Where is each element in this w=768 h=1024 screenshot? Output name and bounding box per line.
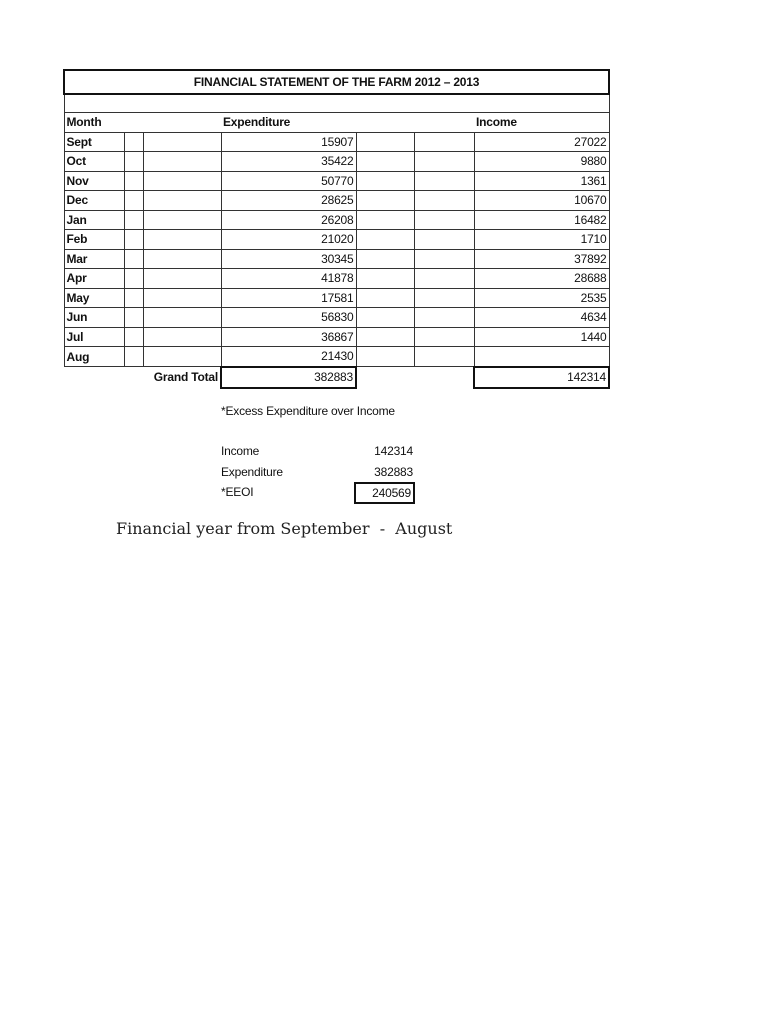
month-cell: Mar (64, 249, 124, 269)
month-cell: Sept (64, 132, 124, 152)
financial-statement-table (63, 69, 610, 389)
empty-cell (124, 132, 143, 152)
empty-cell (143, 327, 221, 347)
empty-cell (143, 210, 221, 230)
expenditure-cell: 28625 (221, 191, 356, 211)
expenditure-cell: 50770 (221, 171, 356, 191)
empty-cell (414, 347, 474, 367)
summary-eeoi-value: 240569 (354, 482, 415, 504)
empty-cell (414, 249, 474, 269)
empty-cell (414, 132, 474, 152)
table-row (64, 132, 609, 152)
empty-cell (356, 249, 414, 269)
month-header: Month (64, 113, 221, 133)
empty-cell (64, 367, 124, 388)
empty-cell (414, 152, 474, 172)
summary-income-label: Income (221, 444, 260, 458)
empty-cell (143, 132, 221, 152)
empty-cell (124, 308, 143, 328)
empty-cell (143, 288, 221, 308)
table-row (64, 308, 609, 328)
table-row (64, 327, 609, 347)
income-cell: 27022 (474, 132, 609, 152)
month-cell: Aug (64, 347, 124, 367)
empty-cell (414, 327, 474, 347)
empty-cell (356, 191, 414, 211)
empty-cell (414, 171, 474, 191)
empty-cell (356, 132, 414, 152)
month-cell: Oct (64, 152, 124, 172)
empty-cell (356, 210, 414, 230)
expenditure-cell: 26208 (221, 210, 356, 230)
income-cell: 1440 (474, 327, 609, 347)
expenditure-cell: 30345 (221, 249, 356, 269)
blank-cell (64, 94, 609, 113)
month-cell: Jan (64, 210, 124, 230)
empty-cell (356, 347, 414, 367)
month-cell: Nov (64, 171, 124, 191)
expenditure-cell: 36867 (221, 327, 356, 347)
income-cell: 2535 (474, 288, 609, 308)
empty-cell (356, 152, 414, 172)
empty-cell (124, 249, 143, 269)
empty-cell (124, 367, 143, 388)
table-row (64, 152, 609, 172)
empty-cell (124, 230, 143, 250)
empty-cell (124, 347, 143, 367)
income-cell: 10670 (474, 191, 609, 211)
summary-eeoi-row (221, 482, 415, 502)
empty-cell (414, 367, 474, 388)
month-cell: May (64, 288, 124, 308)
empty-cell (143, 269, 221, 289)
statement-title: FINANCIAL STATEMENT OF THE FARM 2012 – 2013 (64, 70, 609, 94)
empty-cell (414, 269, 474, 289)
month-cell: Apr (64, 269, 124, 289)
month-cell: Jul (64, 327, 124, 347)
expenditure-header: Expenditure (221, 113, 474, 133)
table-row (64, 347, 609, 367)
empty-cell (143, 249, 221, 269)
empty-cell (356, 308, 414, 328)
grand-total-label: Grand Total (153, 370, 218, 385)
expenditure-cell: 17581 (221, 288, 356, 308)
empty-cell (124, 327, 143, 347)
blank-row (64, 94, 609, 113)
expenditure-cell: 21020 (221, 230, 356, 250)
expenditure-cell: 15907 (221, 132, 356, 152)
empty-cell (124, 288, 143, 308)
empty-cell (414, 230, 474, 250)
income-cell: 37892 (474, 249, 609, 269)
empty-cell (356, 367, 414, 388)
table-row (64, 249, 609, 269)
table-row (64, 191, 609, 211)
table-row (64, 210, 609, 230)
expenditure-cell: 56830 (221, 308, 356, 328)
empty-cell (124, 269, 143, 289)
empty-cell (356, 230, 414, 250)
income-cell: 4634 (474, 308, 609, 328)
income-cell: 9880 (474, 152, 609, 172)
empty-cell (414, 308, 474, 328)
income-cell: 16482 (474, 210, 609, 230)
empty-cell (143, 230, 221, 250)
empty-cell (356, 288, 414, 308)
empty-cell (143, 171, 221, 191)
title-row (64, 70, 609, 94)
month-cell: Dec (64, 191, 124, 211)
table-row (64, 230, 609, 250)
summary-expenditure-label: Expenditure (221, 465, 283, 479)
empty-cell (124, 152, 143, 172)
grand-total-expenditure: 382883 (221, 367, 356, 388)
summary-income-value: 142314 (374, 444, 413, 458)
empty-cell (143, 152, 221, 172)
summary-expenditure-row (221, 462, 415, 482)
expenditure-cell: 35422 (221, 152, 356, 172)
empty-cell (143, 308, 221, 328)
income-cell: 28688 (474, 269, 609, 289)
expenditure-cell: 41878 (221, 269, 356, 289)
grand-total-income: 142314 (474, 367, 609, 388)
table-row (64, 288, 609, 308)
financial-year-note: Financial year from September - August (116, 519, 453, 538)
header-row (64, 113, 609, 133)
empty-cell (143, 347, 221, 367)
empty-cell (143, 191, 221, 211)
month-cell: Feb (64, 230, 124, 250)
month-cell: Jun (64, 308, 124, 328)
table-row (64, 171, 609, 191)
summary-expenditure-value: 382883 (374, 465, 413, 479)
income-header: Income (474, 113, 609, 133)
empty-cell (356, 171, 414, 191)
empty-cell (124, 210, 143, 230)
expenditure-cell: 21430 (221, 347, 356, 367)
empty-cell (414, 210, 474, 230)
excess-note: *Excess Expenditure over Income (221, 404, 395, 418)
empty-cell (414, 191, 474, 211)
income-cell: 1710 (474, 230, 609, 250)
income-cell: 1361 (474, 171, 609, 191)
empty-cell (414, 288, 474, 308)
table-row (64, 269, 609, 289)
summary-eeoi-label: *EEOI (221, 485, 254, 499)
grand-total-row (64, 367, 609, 388)
empty-cell (356, 327, 414, 347)
empty-cell (124, 191, 143, 211)
income-cell (474, 347, 609, 367)
empty-cell (356, 269, 414, 289)
summary-income-row (221, 441, 415, 461)
empty-cell (124, 171, 143, 191)
